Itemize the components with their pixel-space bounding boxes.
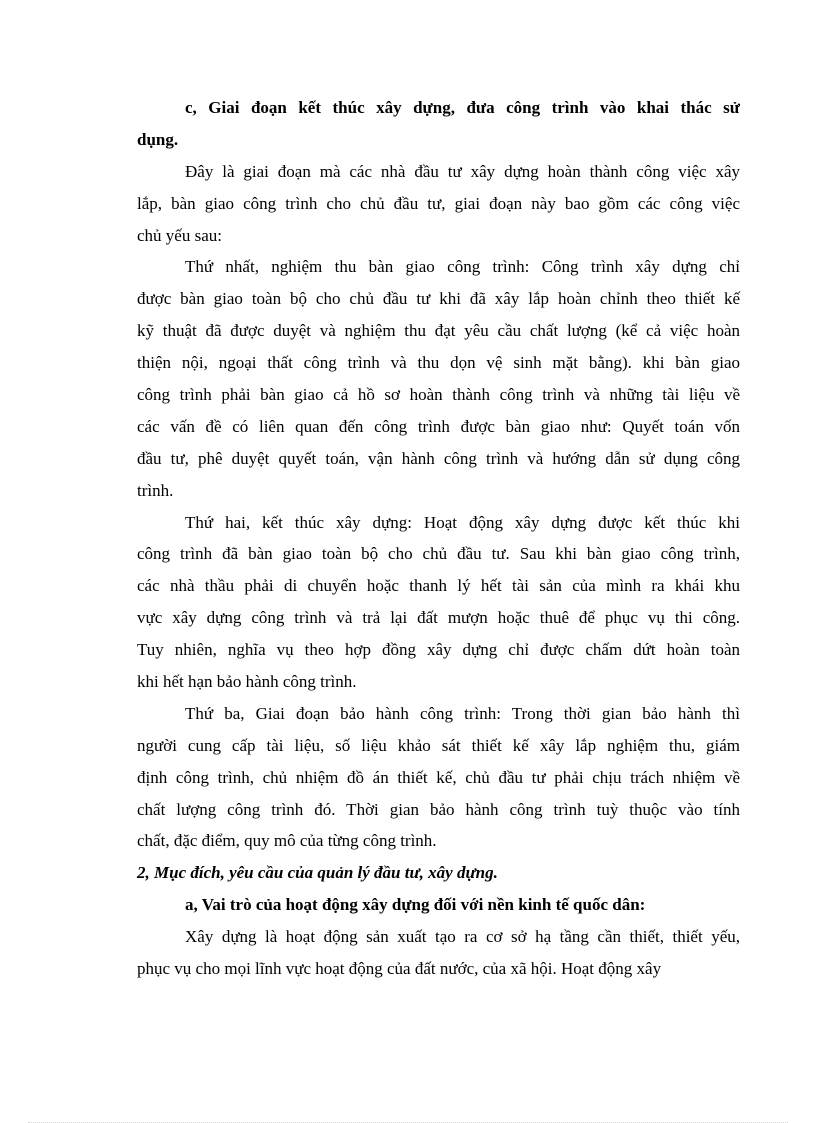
text-line: trình.: [137, 480, 174, 500]
text-line: a, Vai trò của hoạt động xây dựng đối với nền kinh tế quốc dân:: [185, 895, 646, 915]
body-paragraph: [137, 251, 740, 506]
text-line: c, Giai đoạn kết thúc xây dựng, đưa công trình vào khai thác sử: [185, 98, 740, 117]
text-line: công trình phải bàn giao cả hồ sơ hoàn thành công trình và những tài liệu về: [137, 385, 740, 405]
text-line: chủ yếu sau:: [137, 225, 222, 245]
text-line: các vấn đề có liên quan đến công trình được bàn giao như: Quyết toán vốn: [137, 416, 740, 436]
document-page: [137, 92, 740, 985]
text-line: kỹ thuật đã được duyệt và nghiệm thu đạt yêu cầu chất lượng (kể cả việc hoàn: [137, 321, 740, 341]
body-paragraph: [137, 698, 740, 857]
text-line: được bàn giao toàn bộ cho chủ đầu tư khi đã xây lắp hoàn chỉnh theo thiết kế: [137, 289, 740, 309]
text-line: khi hết hạn bảo hành công trình.: [137, 672, 357, 692]
text-line: đầu tư, phê duyệt quyết toán, vận hành công trình và hướng dẫn sử dụng công: [137, 448, 740, 468]
stage-heading: [137, 92, 740, 156]
text-line: chất lượng công trình đó. Thời gian bảo hành công trình tuỳ thuộc vào tính: [137, 799, 740, 819]
section-heading: [137, 857, 740, 889]
subsection-heading: [137, 889, 740, 921]
text-line: vực xây dựng công trình và trả lại đất mượn hoặc thuê để phục vụ thi công.: [137, 608, 740, 628]
body-paragraph: [137, 156, 740, 252]
text-line: định công trình, chủ nhiệm đồ án thiết kế, chủ đầu tư phải chịu trách nhiệm về: [137, 767, 740, 787]
text-line: Tuy nhiên, nghĩa vụ theo hợp đồng xây dựng chỉ được chấm dứt hoàn toàn: [137, 640, 740, 660]
body-paragraph: [137, 921, 740, 985]
text-line: các nhà thầu phải di chuyển hoặc thanh lý hết tài sản của mình ra khái khu: [137, 576, 740, 596]
text-line: 2, Mục đích, yêu cầu của quản lý đầu tư, xây dựng.: [137, 863, 498, 883]
text-line: Thứ ba, Giai đoạn bảo hành công trình: Trong thời gian bảo hành thì: [185, 703, 740, 723]
text-line: chất, đặc điểm, quy mô của từng công trình.: [137, 831, 437, 851]
text-line: Đây là giai đoạn mà các nhà đầu tư xây dựng hoàn thành công việc xây: [185, 161, 740, 181]
text-line: phục vụ cho mọi lĩnh vực hoạt động của đất nước, của xã hội. Hoạt động xây: [137, 959, 662, 979]
text-line: Xây dựng là hoạt động sản xuất tạo ra cơ sở hạ tầng cần thiết, thiết yếu,: [185, 927, 740, 947]
body-paragraph: [137, 507, 740, 698]
text-line: công trình đã bàn giao toàn bộ cho chủ đầu tư. Sau khi bàn giao công trình,: [137, 544, 740, 564]
text-line: Thứ hai, kết thúc xây dựng: Hoạt động xây dựng được kết thúc khi: [185, 512, 740, 532]
text-line: dụng.: [137, 129, 179, 149]
text-line: người cung cấp tài liệu, số liệu khảo sát thiết kế xây lắp nghiệm thu, giám: [137, 735, 740, 755]
text-line: lắp, bàn giao công trình cho chủ đầu tư, giai đoạn này bao gồm các công việc: [137, 193, 740, 213]
text-line: Thứ nhất, nghiệm thu bàn giao công trình: Công trình xây dựng chỉ: [185, 257, 740, 277]
text-line: thiện nội, ngoại thất công trình và thu dọn vệ sinh mặt bằng). khi bàn giao: [137, 353, 740, 373]
